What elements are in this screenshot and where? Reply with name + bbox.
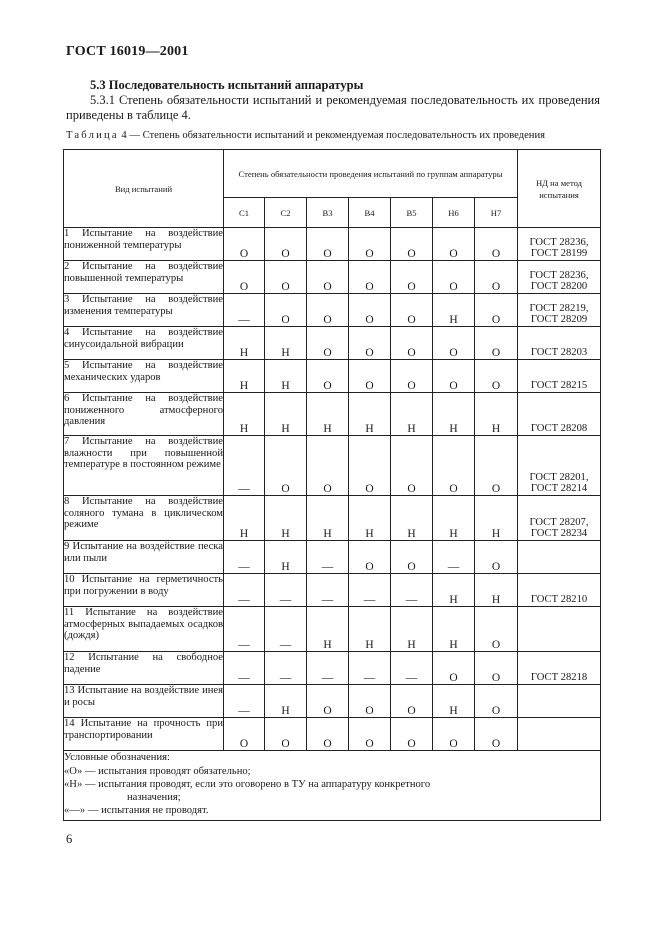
requirement-mark-cell: Н (349, 393, 391, 436)
header-group-col: В5 (391, 198, 433, 228)
table-caption-text: 4 — Степень обязательности испытаний и рекомендуемая последовательность их проведения (118, 130, 546, 141)
requirement-mark-cell: Н (391, 393, 433, 436)
table-row (64, 294, 601, 327)
table-row (64, 327, 601, 360)
nd-method-cell (518, 228, 601, 261)
nd-reference: ГОСТ 28209 (530, 314, 588, 326)
requirement-mark-cell: О (349, 261, 391, 294)
header-test-kind: Вид испытаний (64, 150, 224, 228)
requirement-mark-cell: Н (265, 541, 307, 574)
requirement-mark-cell: О (349, 327, 391, 360)
requirement-mark-cell: Н (433, 393, 475, 436)
requirement-mark-cell: О (349, 718, 391, 751)
requirement-mark-cell: О (433, 652, 475, 685)
table-row (64, 360, 601, 393)
requirement-mark-cell: Н (475, 574, 518, 607)
header-group-col: Н6 (433, 198, 475, 228)
requirement-mark-cell: О (265, 228, 307, 261)
requirement-mark-cell: Н (224, 360, 265, 393)
requirement-mark-cell: Н (224, 496, 265, 541)
nd-reference: ГОСТ 28199 (530, 248, 588, 260)
requirement-mark-cell: Н (265, 393, 307, 436)
requirement-mark-cell: Н (475, 393, 518, 436)
test-name-cell: 1 Испытание на воздействие пониженной температуры (64, 228, 224, 261)
test-name-cell: 13 Испытание на воздействие инея и росы (64, 685, 224, 718)
requirement-mark-cell: О (391, 360, 433, 393)
requirement-mark-cell: — (349, 652, 391, 685)
requirement-mark-cell: Н (307, 393, 349, 436)
requirement-mark-cell: Н (307, 496, 349, 541)
requirement-mark-cell: О (433, 718, 475, 751)
requirement-mark-cell: — (224, 652, 265, 685)
legend-entry-o: «О» — испытания проводят обязательно; (64, 766, 251, 777)
test-name-cell: 8 Испытание на воздействие соляного тумана в циклическом режиме (64, 496, 224, 541)
requirement-mark-cell: О (265, 718, 307, 751)
header-group-col: С2 (265, 198, 307, 228)
section-heading: 5.3 Последовательность испытаний аппаратуры (90, 78, 364, 92)
requirement-mark-cell: О (391, 261, 433, 294)
requirement-mark-cell: О (349, 436, 391, 496)
nd-reference: ГОСТ 28200 (530, 281, 588, 293)
requirement-mark-cell: — (391, 574, 433, 607)
table-caption-word: Таблица (66, 130, 119, 141)
legend-title: Условные обозначения: (64, 752, 170, 763)
requirement-mark-cell: О (475, 652, 518, 685)
table-row (64, 652, 601, 685)
requirement-mark-cell: — (391, 652, 433, 685)
legend-entry-n-cont: назначения; (127, 792, 181, 803)
requirement-mark-cell: Н (391, 496, 433, 541)
requirement-mark-cell: — (224, 574, 265, 607)
table-row (64, 496, 601, 541)
requirement-mark-cell: — (265, 652, 307, 685)
nd-method-cell (518, 261, 601, 294)
requirement-mark-cell: О (391, 228, 433, 261)
table-row (64, 541, 601, 574)
requirement-mark-cell: О (391, 294, 433, 327)
test-name-cell: 3 Испытание на воздействие изменения температуры (64, 294, 224, 327)
requirement-mark-cell: Н (349, 496, 391, 541)
requirement-mark-cell: О (391, 541, 433, 574)
requirement-mark-cell: О (307, 327, 349, 360)
requirement-mark-cell: О (433, 360, 475, 393)
table-row (64, 393, 601, 436)
requirement-mark-cell: — (224, 685, 265, 718)
requirement-mark-cell: О (391, 718, 433, 751)
document-header: ГОСТ 16019—2001 (66, 44, 189, 59)
requirement-mark-cell: — (433, 541, 475, 574)
requirement-mark-cell: Н (433, 574, 475, 607)
table-row (64, 718, 601, 751)
requirement-mark-cell: О (475, 294, 518, 327)
test-name-cell: 7 Испытание на воздействие влажности при повышенной температуре в постоянном режиме (64, 436, 224, 496)
requirement-mark-cell: О (433, 261, 475, 294)
requirement-mark-cell: О (391, 685, 433, 718)
nd-method-cell (518, 496, 601, 541)
requirement-mark-cell: О (307, 718, 349, 751)
nd-reference: ГОСТ 28208 (530, 423, 588, 435)
table-row (64, 607, 601, 652)
requirement-mark-cell: О (475, 541, 518, 574)
legend-row (64, 751, 601, 821)
requirement-mark-cell: Н (391, 607, 433, 652)
requirement-mark-cell: О (307, 360, 349, 393)
requirement-mark-cell: — (307, 652, 349, 685)
requirement-mark-cell: Н (224, 327, 265, 360)
table-row (64, 228, 601, 261)
header-group-col: Н7 (475, 198, 518, 228)
requirement-mark-cell: О (475, 718, 518, 751)
requirement-mark-cell: О (307, 294, 349, 327)
nd-reference: ГОСТ 28219, (529, 302, 589, 314)
nd-reference: ГОСТ 28236, (529, 269, 589, 281)
nd-method-cell (518, 685, 601, 718)
requirement-mark-cell: Н (433, 496, 475, 541)
nd-reference: ГОСТ 28214 (530, 483, 588, 495)
nd-method-cell (518, 718, 601, 751)
requirement-mark-cell: О (224, 718, 265, 751)
nd-reference: ГОСТ 28215 (530, 380, 588, 392)
requirement-mark-cell: О (349, 294, 391, 327)
nd-reference: ГОСТ 28236, (529, 236, 589, 248)
requirement-mark-cell: Н (224, 393, 265, 436)
requirement-mark-cell: О (307, 436, 349, 496)
requirement-mark-cell: Н (433, 607, 475, 652)
requirement-mark-cell: О (265, 261, 307, 294)
nd-method-cell (518, 541, 601, 574)
table-row (64, 261, 601, 294)
nd-method-cell (518, 574, 601, 607)
requirement-mark-cell: О (475, 228, 518, 261)
requirement-mark-cell: О (307, 685, 349, 718)
requirement-mark-cell: О (224, 228, 265, 261)
requirement-mark-cell: — (265, 574, 307, 607)
nd-reference: ГОСТ 28203 (530, 347, 588, 359)
test-name-cell: 6 Испытание на воздействие пониженного атмосферного давления (64, 393, 224, 436)
requirement-mark-cell: О (391, 436, 433, 496)
test-name-cell: 9 Испытание на воздействие песка или пыли (64, 541, 224, 574)
legend-cell (64, 751, 601, 821)
requirement-mark-cell: — (307, 541, 349, 574)
header-group-col: В3 (307, 198, 349, 228)
intro-paragraph (66, 93, 600, 123)
requirement-mark-cell: О (349, 685, 391, 718)
table-row (64, 685, 601, 718)
test-name-cell: 12 Испытание на свободное падение (64, 652, 224, 685)
legend-entry-n: «Н» — испытания проводят, если это оговорено в ТУ на аппаратуру конкретного (64, 779, 431, 790)
requirement-mark-cell: Н (265, 360, 307, 393)
test-name-cell: 10 Испытание на герметичность при погружении в воду (64, 574, 224, 607)
legend-entry-dash: «—» — испытания не проводят. (64, 805, 209, 816)
test-name-cell: 11 Испытание на воздействие атмосферных выпадаемых осадков (дождя) (64, 607, 224, 652)
requirement-mark-cell: О (265, 436, 307, 496)
requirement-mark-cell: О (475, 360, 518, 393)
requirement-mark-cell: О (265, 294, 307, 327)
requirement-mark-cell: — (224, 436, 265, 496)
requirement-mark-cell: Н (475, 496, 518, 541)
requirement-mark-cell: Н (433, 685, 475, 718)
test-name-cell: 2 Испытание на воздействие повышенной температуры (64, 261, 224, 294)
requirement-mark-cell: Н (433, 294, 475, 327)
test-name-cell: 14 Испытание на прочность при транспортировании (64, 718, 224, 751)
requirement-mark-cell: Н (265, 496, 307, 541)
header-nd-method: НД на метод испытания (518, 150, 601, 228)
nd-method-cell (518, 393, 601, 436)
requirement-mark-cell: О (475, 327, 518, 360)
requirement-mark-cell: Н (307, 607, 349, 652)
nd-reference: ГОСТ 28201, (529, 471, 589, 483)
requirement-mark-cell: — (307, 574, 349, 607)
nd-method-cell (518, 294, 601, 327)
nd-reference: ГОСТ 28234 (530, 528, 588, 540)
nd-method-cell (518, 436, 601, 496)
requirement-mark-cell: Н (349, 607, 391, 652)
intro-line-2: приведены в таблице 4. (66, 108, 191, 122)
requirement-mark-cell: О (475, 261, 518, 294)
nd-method-cell (518, 327, 601, 360)
table-row (64, 574, 601, 607)
test-name-cell: 5 Испытание на воздействие механических ударов (64, 360, 224, 393)
table-caption (66, 130, 606, 141)
requirement-mark-cell: — (265, 607, 307, 652)
nd-reference: ГОСТ 28207, (529, 516, 589, 528)
requirement-mark-cell: Н (265, 685, 307, 718)
requirement-mark-cell: — (224, 294, 265, 327)
requirement-mark-cell: — (349, 574, 391, 607)
requirement-mark-cell: О (475, 607, 518, 652)
nd-reference: ГОСТ 28210 (530, 594, 588, 606)
header-group-degree: Степень обязательности проведения испытаний по группам аппаратуры (224, 150, 518, 198)
test-name-cell: 4 Испытание на воздействие синусоидальной вибрации (64, 327, 224, 360)
requirement-mark-cell: Н (265, 327, 307, 360)
requirement-mark-cell: О (349, 360, 391, 393)
requirement-mark-cell: О (349, 541, 391, 574)
header-group-col: В4 (349, 198, 391, 228)
requirement-mark-cell: О (349, 228, 391, 261)
requirement-mark-cell: О (433, 436, 475, 496)
page-number: 6 (66, 832, 73, 846)
requirement-mark-cell: О (307, 228, 349, 261)
requirement-mark-cell: О (475, 436, 518, 496)
nd-method-cell (518, 360, 601, 393)
requirement-mark-cell: О (475, 685, 518, 718)
tests-table (63, 149, 601, 821)
nd-reference: ГОСТ 28218 (530, 672, 588, 684)
requirement-mark-cell: О (391, 327, 433, 360)
requirement-mark-cell: О (433, 228, 475, 261)
requirement-mark-cell: — (224, 607, 265, 652)
requirement-mark-cell: — (224, 541, 265, 574)
requirement-mark-cell: О (433, 327, 475, 360)
nd-method-cell (518, 607, 601, 652)
requirement-mark-cell: О (307, 261, 349, 294)
requirement-mark-cell: О (224, 261, 265, 294)
nd-method-cell (518, 652, 601, 685)
header-group-col: С1 (224, 198, 265, 228)
intro-line-1: 5.3.1 Степень обязательности испытаний и рекомендуемая последовательность их проведения (90, 93, 600, 107)
table-row (64, 436, 601, 496)
